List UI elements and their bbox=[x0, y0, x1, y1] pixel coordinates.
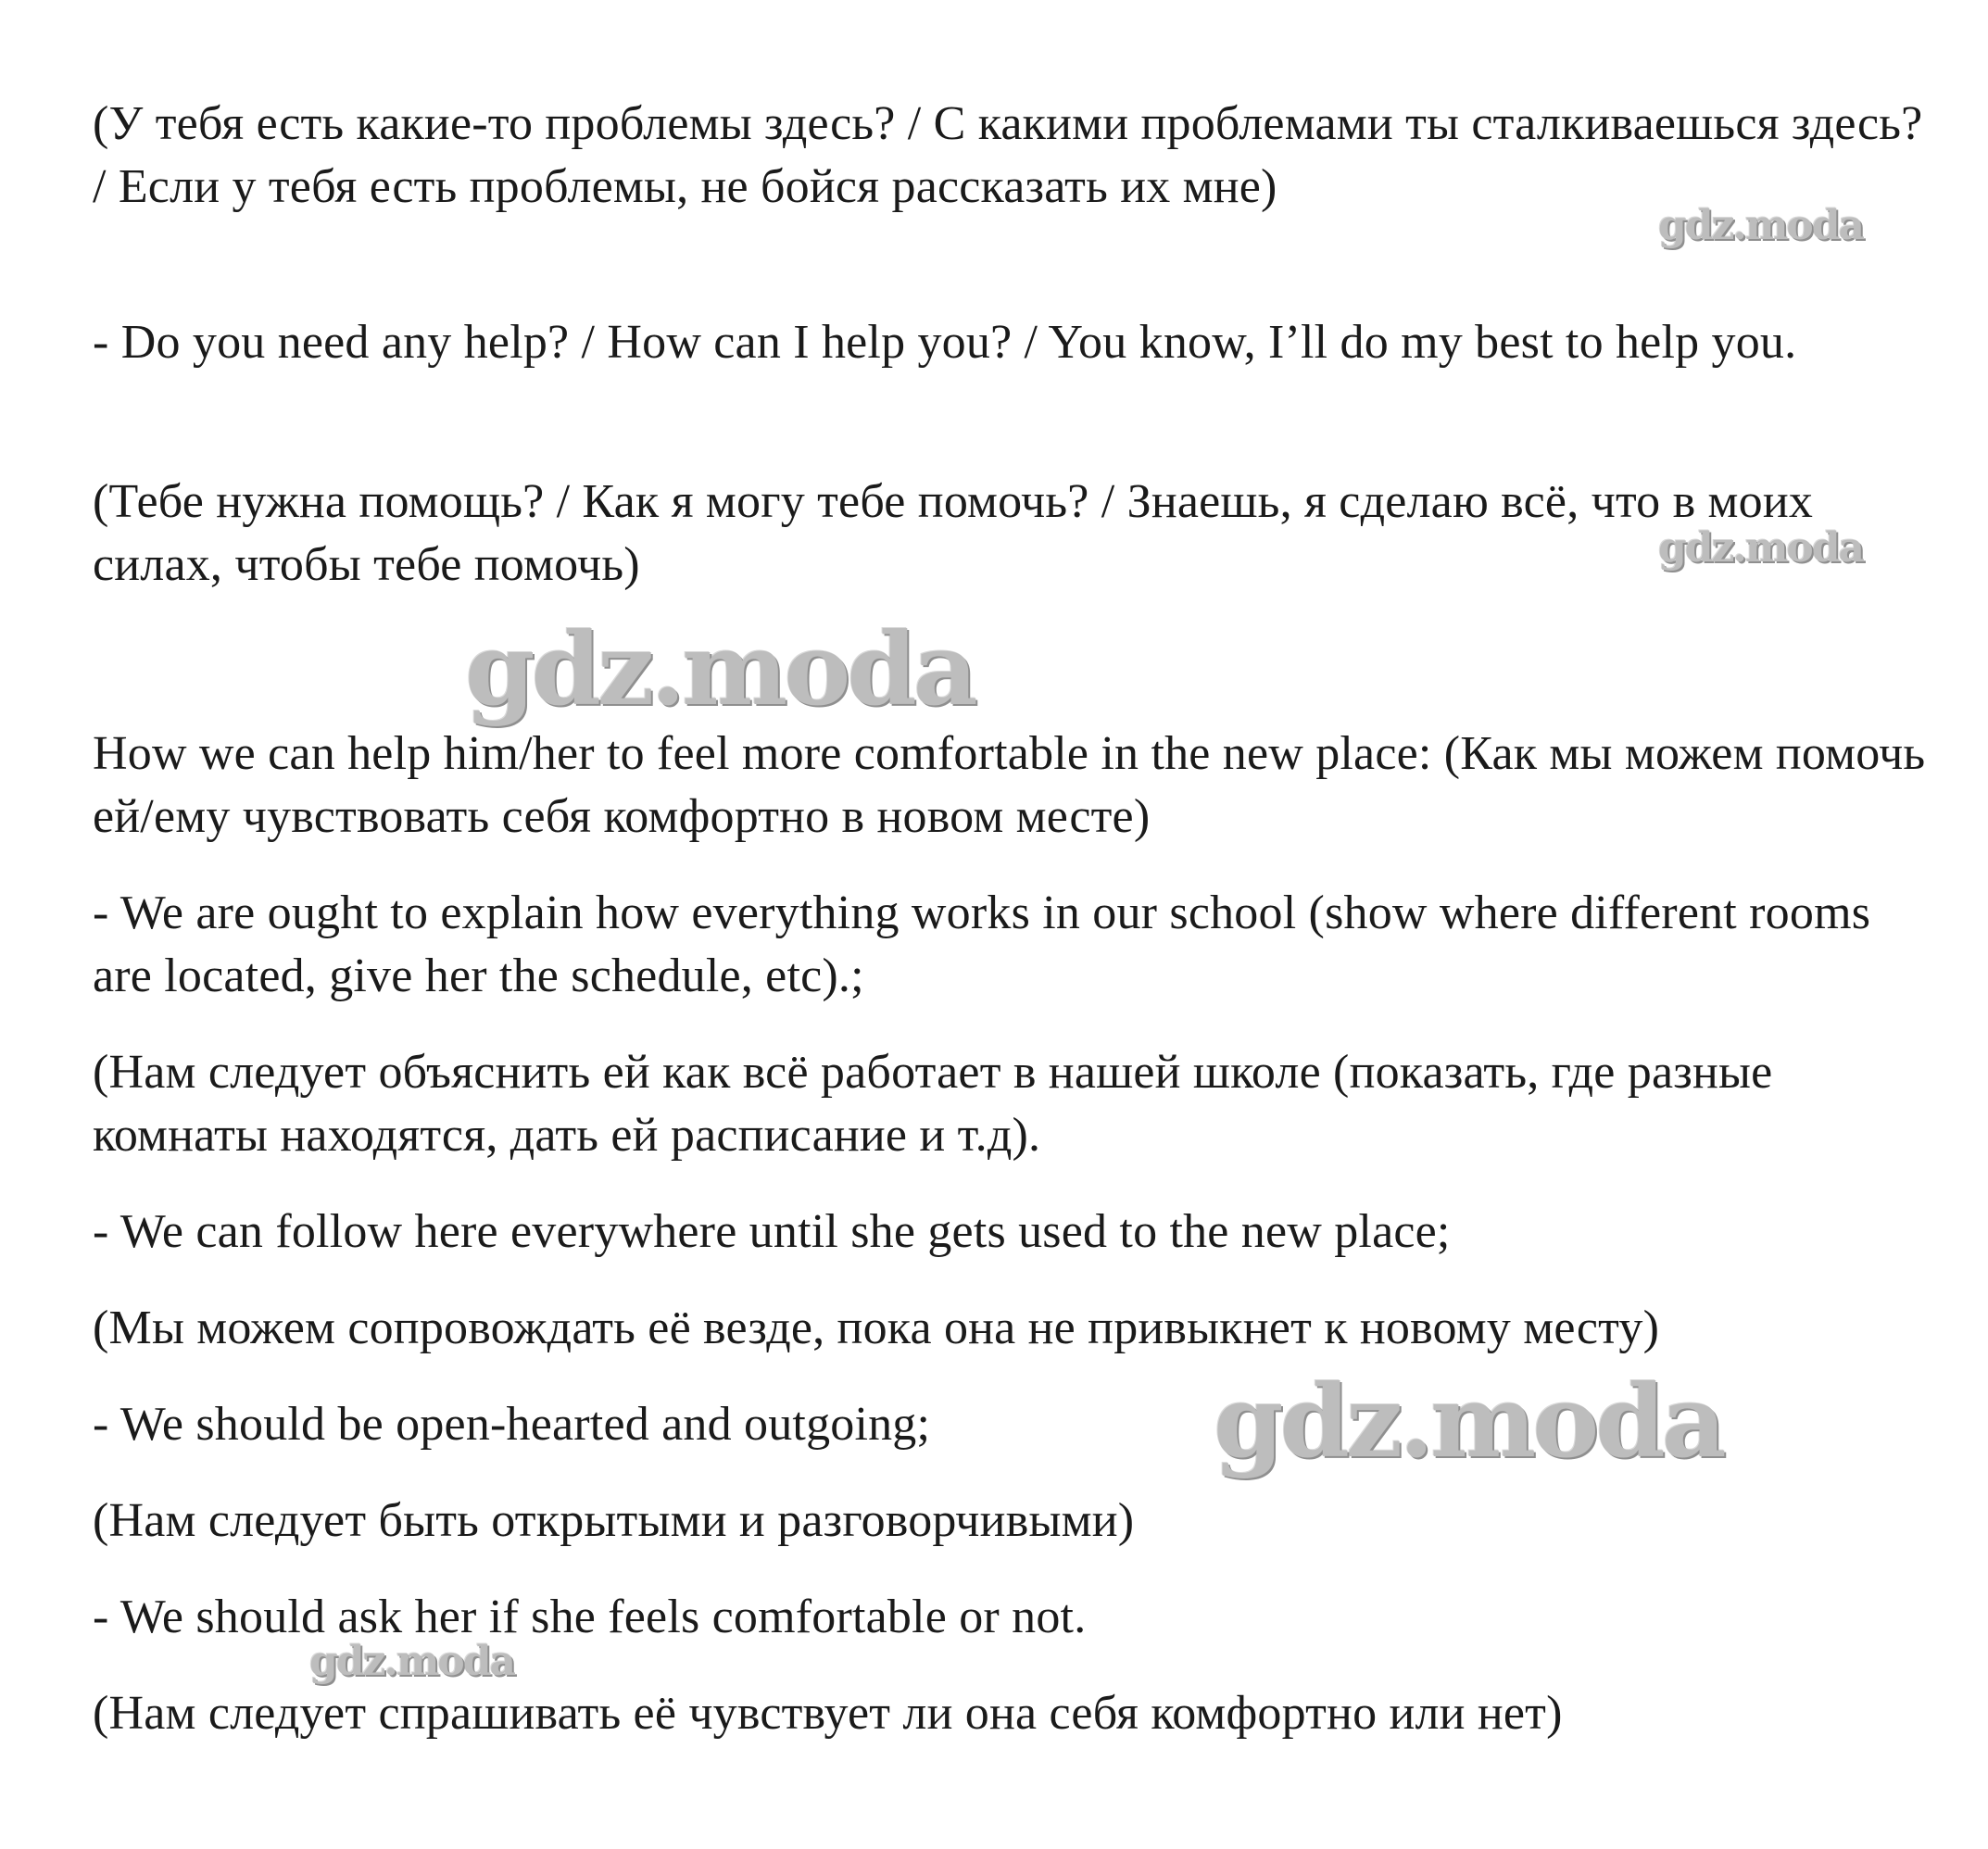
paragraph-3: (Тебе нужна помощь? / Как я могу тебе помочь? / Знаешь, я сделаю всё, что в моих силах, чтобы тебе помочь) bbox=[93, 475, 1814, 591]
paragraph-11: - We should ask her if she feels comfortable or not. bbox=[93, 1591, 1087, 1643]
paragraph-4: How we can help him/her to feel more comfortable in the new place: (Как мы можем помочь ей/ему чувствовать себя комфортно в новом месте) bbox=[93, 727, 1926, 843]
paragraph-1: (У тебя есть какие-то проблемы здесь? / С какими проблемами ты сталкиваешься здесь? / Если у тебя есть проблемы, не бойся рассказать их мне) bbox=[93, 97, 1923, 213]
watermark: gdz.moda bbox=[1658, 202, 1864, 249]
paragraph-2: - Do you need any help? / How can I help you? / You know, I’ll do my best to help you. bbox=[93, 316, 1797, 369]
paragraph-9: - We should be open-hearted and outgoing; bbox=[93, 1398, 931, 1451]
paragraph-12: (Нам следует спрашивать её чувствует ли она себя комфортно или нет) bbox=[93, 1687, 1563, 1740]
paragraph-8: (Мы можем сопровождать её везде, пока она не привыкнет к новому месту) bbox=[93, 1302, 1660, 1354]
paragraph-6: (Нам следует объяснить ей как всё работает в нашей школе (показать, где разные комнаты находятся, дать ей расписание и т.д). bbox=[93, 1046, 1773, 1162]
watermark: gdz.moda bbox=[465, 611, 975, 728]
watermark: gdz.moda bbox=[309, 1638, 515, 1685]
watermark: gdz.moda bbox=[1214, 1364, 1723, 1480]
watermark: gdz.moda bbox=[1658, 524, 1864, 572]
paragraph-5: - We are ought to explain how everything works in our school (show where different rooms are located, give her the schedule, etc).; bbox=[93, 887, 1871, 1002]
paragraph-10: (Нам следует быть открытыми и разговорчивыми) bbox=[93, 1494, 1135, 1547]
paragraph-7: - We can follow here everywhere until she gets used to the new place; bbox=[93, 1205, 1451, 1258]
